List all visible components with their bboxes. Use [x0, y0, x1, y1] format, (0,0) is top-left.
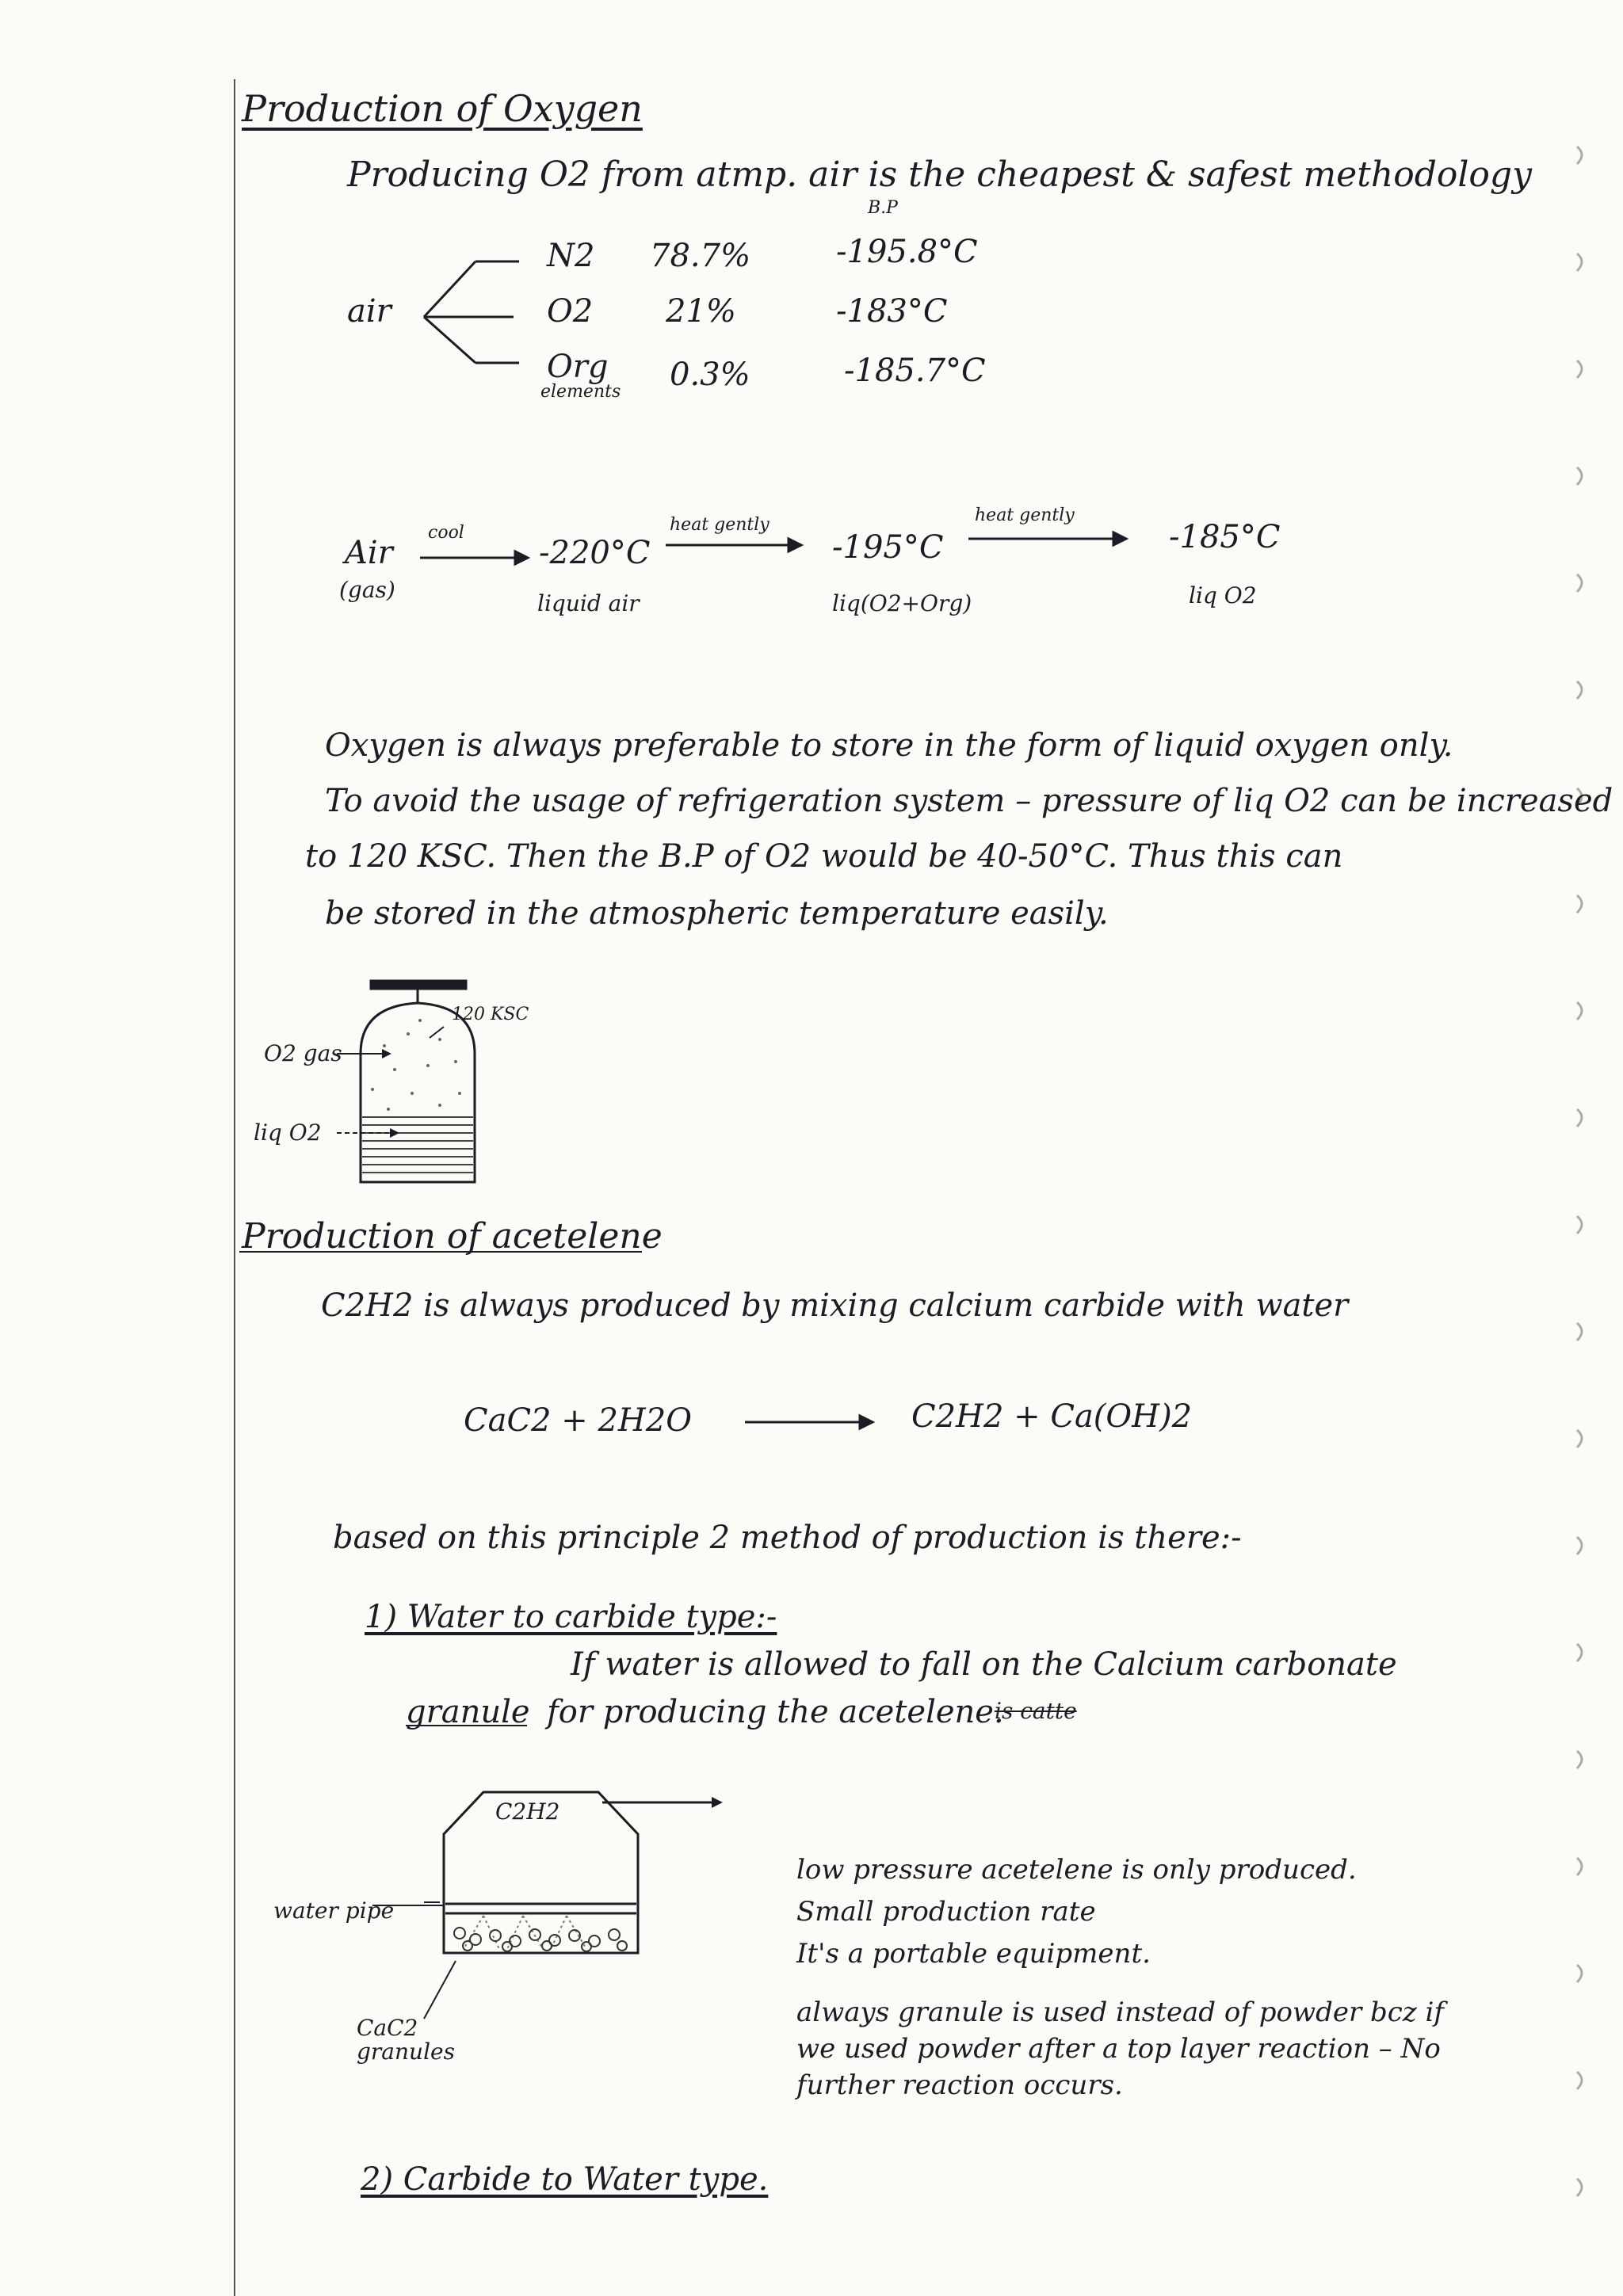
- process-step1-label: cool: [428, 523, 464, 543]
- type2-title: 2) Carbide to Water type.: [361, 2161, 769, 2198]
- water-sprays: [464, 1916, 586, 1949]
- component-name-org: Org: [547, 349, 609, 385]
- air-bracket: [424, 261, 519, 363]
- note-4: always granule is used instead of powder bcz if: [796, 1997, 1445, 2028]
- component-bp-org: -185.7°C: [844, 353, 986, 389]
- component-name-o2: O2: [547, 293, 594, 330]
- component-percent-org: 0.3%: [670, 357, 750, 393]
- bp-header: B.P: [868, 198, 898, 218]
- type1-line1: If water is allowed to fall on the Calcium carbonate: [571, 1646, 1397, 1683]
- cylinder-liquid-lines: [362, 1117, 473, 1173]
- note-5: we used powder after a top layer reaction – No: [796, 2033, 1441, 2065]
- cylinder-pressure-label: 120 KSC: [452, 1005, 529, 1024]
- process-start: Air: [345, 535, 393, 571]
- vessel-granule-label: CaC2 granules: [357, 2015, 455, 2065]
- process-step1-sub: liquid air: [537, 590, 640, 616]
- type1-line2: for producing the acetelene.: [547, 1694, 1004, 1730]
- process-step3-sub: liq O2: [1189, 582, 1257, 608]
- process-step1-temp: -220°C: [539, 535, 651, 571]
- type1-title: 1) Water to carbide type:-: [365, 1599, 777, 1635]
- air-label: air: [347, 293, 391, 330]
- process-start-sub: (gas): [339, 577, 395, 603]
- note-2: Small production rate: [796, 1896, 1096, 1928]
- storage-line-2: To avoid the usage of refrigeration system – pressure of liq O2 can be increased: [325, 783, 1613, 819]
- acetylene-heading: Production of acetelene: [242, 1216, 663, 1257]
- storage-line-4: be stored in the atmospheric temperature easily.: [325, 895, 1109, 932]
- vessel-pipe-label: water pipe: [273, 1897, 395, 1924]
- process-step3-temp: -185°C: [1169, 519, 1281, 555]
- component-percent-o2: 21%: [666, 293, 736, 330]
- component-name-n2: N2: [547, 238, 595, 274]
- cylinder-gas-label: O2 gas: [264, 1040, 342, 1066]
- process-step2-temp: -195°C: [832, 529, 944, 566]
- process-arrows: [420, 532, 1126, 564]
- principle-text: based on this principle 2 method of production is there:-: [333, 1520, 1242, 1556]
- process-step2-label: heat gently: [670, 515, 769, 535]
- cylinder-liquid-label: liq O2: [254, 1119, 322, 1146]
- oxygen-heading: Production of Oxygen: [242, 87, 643, 130]
- component-sub-org: elements: [540, 382, 621, 402]
- acetylene-intro: C2H2 is always produced by mixing calcium carbide with water: [321, 1287, 1349, 1324]
- vessel-gas-label: C2H2: [495, 1798, 560, 1825]
- equation-products: C2H2 + Ca(OH)2: [911, 1398, 1193, 1435]
- oxygen-intro: Producing O2 from atmp. air is the cheapest & safest methodology: [347, 154, 1532, 195]
- process-step2-sub: liq(O2+Org): [832, 590, 972, 616]
- note-1: low pressure acetelene is only produced.: [796, 1854, 1357, 1886]
- note-3: It's a portable equipment.: [796, 1938, 1151, 1970]
- cylinder-gas-dots: [371, 1019, 461, 1111]
- type1-struck-text: is catte: [995, 1698, 1077, 1724]
- binding-marks: [1577, 147, 1582, 2196]
- carbide-granules: [454, 1928, 627, 1951]
- acetylene-vessel: [372, 1792, 723, 2019]
- storage-line-1: Oxygen is always preferable to store in the form of liquid oxygen only.: [325, 727, 1453, 764]
- storage-line-3: to 120 KSC. Then the B.P of O2 would be 40-50°C. Thus this can: [305, 838, 1343, 875]
- type1-granule-word: granule: [406, 1694, 530, 1730]
- note-6: further reaction occurs.: [796, 2069, 1123, 2101]
- component-bp-o2: -183°C: [836, 293, 948, 330]
- equation-reactants: CaC2 + 2H2O: [464, 1402, 693, 1439]
- component-bp-n2: -195.8°C: [836, 234, 978, 270]
- process-step3-label: heat gently: [975, 505, 1075, 525]
- component-percent-n2: 78.7%: [650, 238, 751, 274]
- equation-arrow: [745, 1416, 873, 1428]
